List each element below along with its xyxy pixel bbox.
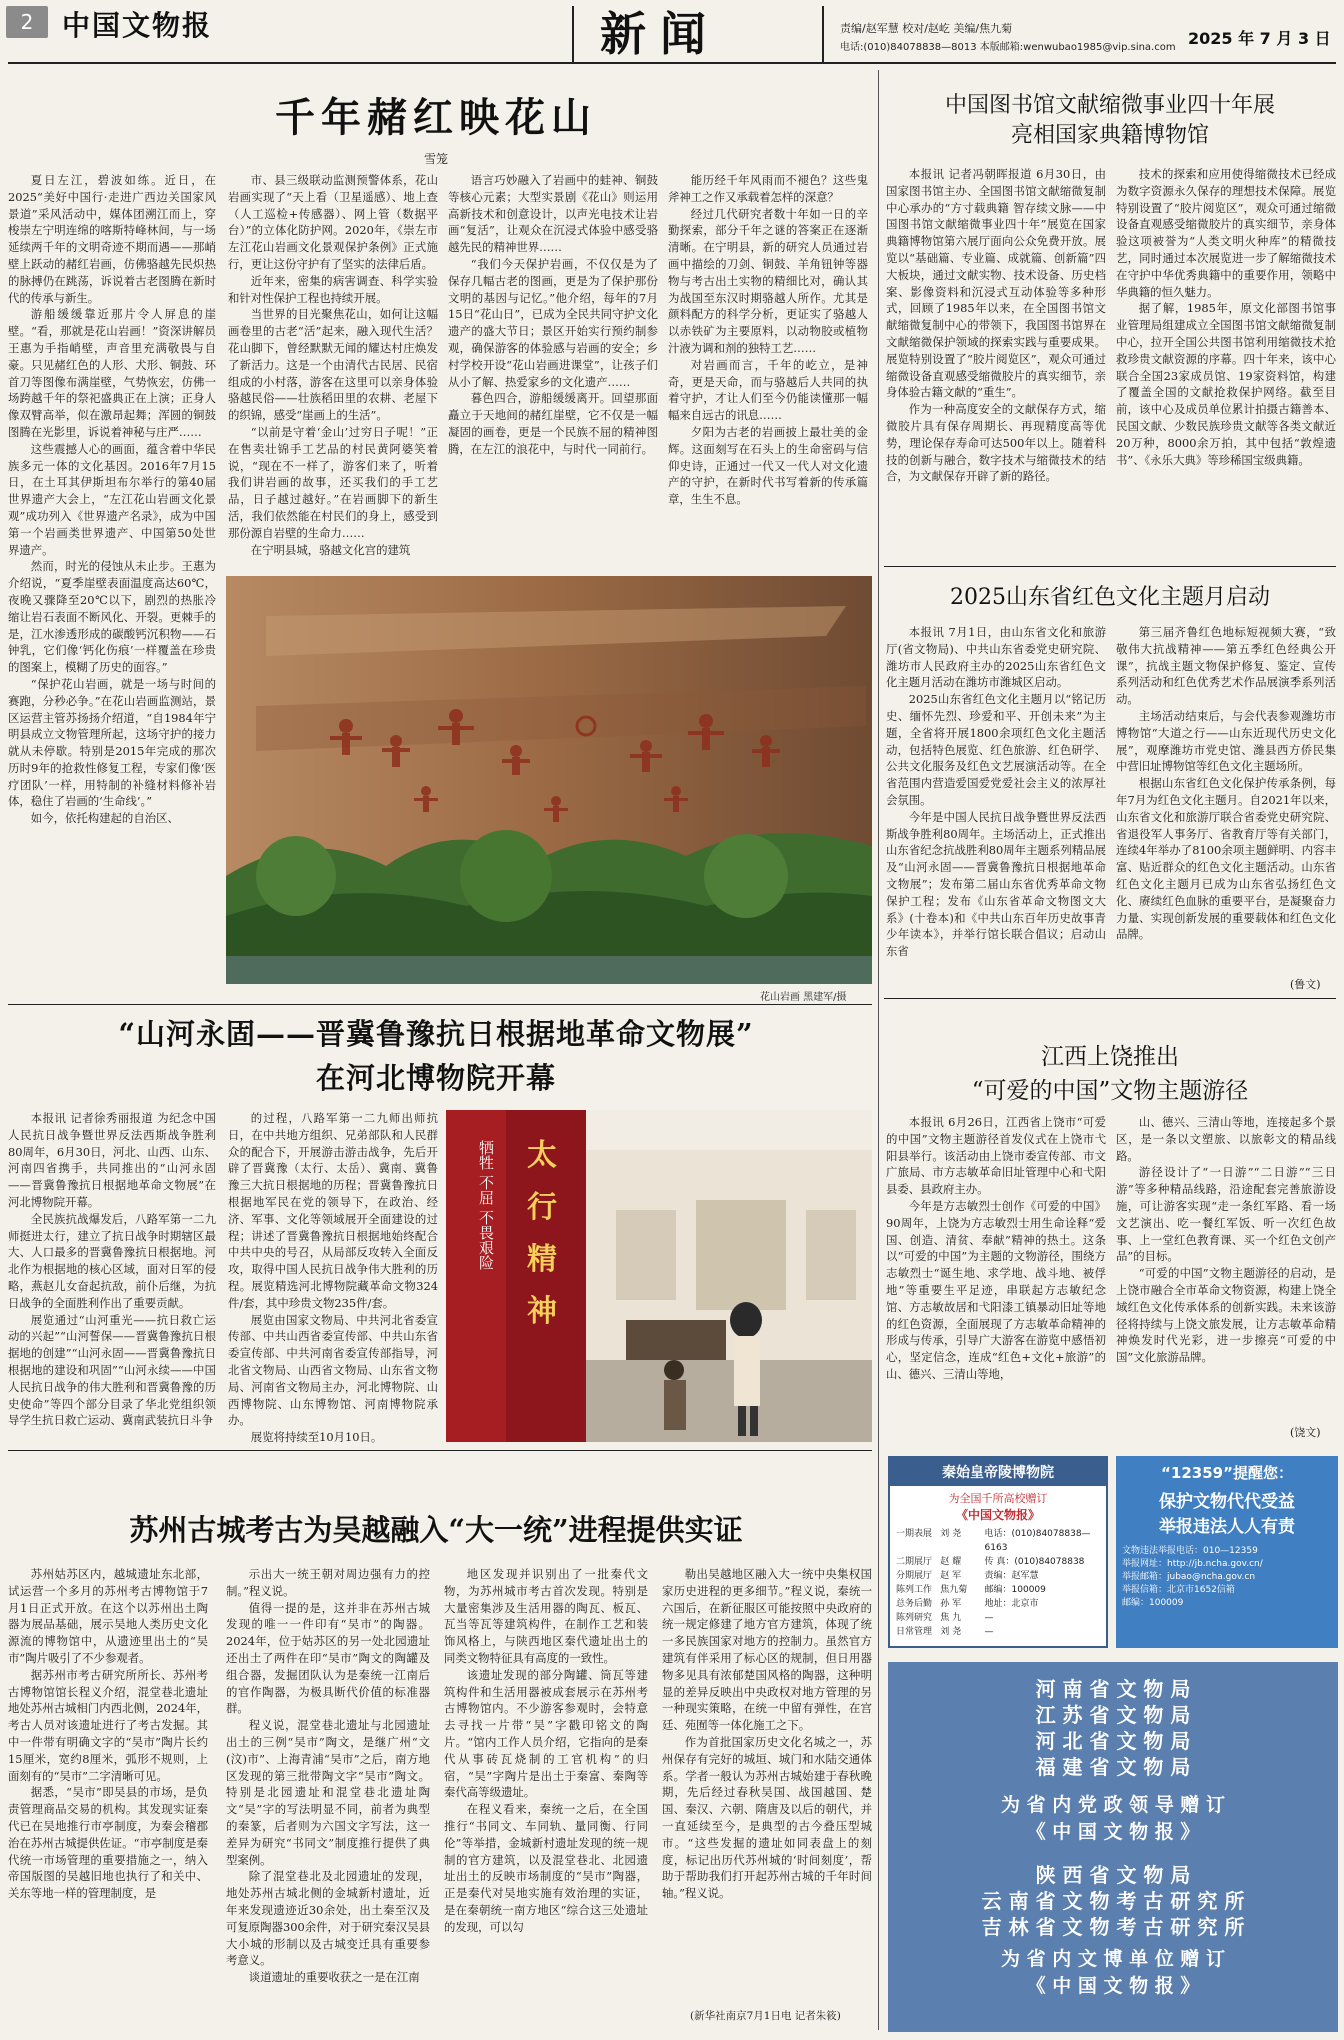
exhibit-sign-char: 精 (527, 1242, 557, 1277)
ad3-org: 云 南 省 文 物 考 古 研 究 所 (981, 1889, 1245, 1913)
ad1-cell: 焦九菊 (940, 1585, 968, 1595)
paragraph: “我们今天保护岩画，不仅仅是为了保存几幅古老的图画，更是为了保护那份文明的基因与记忆。”他介绍，每年的7月15日“花山日”，已成为全民共同守护文化遗产的盛大节日；景区开始实行预约制参观，确保游客的体验感与岩画的安全；乡村学校开设“花山岩画进课堂”，让孩子们从小了解、热爱家乡的文化遗产…… (448, 256, 658, 389)
ad1-cell: 二期展厅 (896, 1557, 933, 1567)
paragraph: “可爱的中国”文物主题游径的启动，是上饶市融合全市革命文物资源，构建上饶全域红色文化传承体系的创新实践。未来该游径将持续与上饶文旅发展，让方志敏革命精神焕发时代光彩，进一步擦亮“可爱的中国”文化旅游品牌。 (1116, 1266, 1336, 1365)
ad2-line2: 举报违法人人有责 (1159, 1517, 1295, 1537)
ad1-cell: 刘 尧 (940, 1529, 962, 1539)
ad2-line6: 举报信箱：北京市1652信箱 (1122, 1585, 1235, 1595)
article4-byline: (饶文) (1290, 1426, 1321, 1439)
article2-col2 (1116, 166, 1336, 546)
ad3-g1-sub1: 为 省 内 党 政 领 导 赠 订 (1001, 1794, 1225, 1816)
ad1-cell: 赵 耀 (940, 1557, 962, 1567)
ad1-sub: 为全国千所高校赠订 (948, 1492, 1048, 1505)
ad3-org: 河 南 省 文 物 局 (1035, 1677, 1191, 1701)
paragraph: 能历经千年风雨而不褪色？这些鬼斧神工之作又承载着怎样的深意？ (668, 173, 868, 204)
column-divider (878, 70, 879, 2030)
article4-title-line1: 江西上饶推出 (1041, 1044, 1179, 1070)
ad2-line7: 邮编：100009 (1122, 1598, 1184, 1608)
article3-col2 (1116, 624, 1336, 976)
ad1-rows (896, 1527, 1100, 1639)
exhibit-sign-char: 行 (527, 1190, 557, 1225)
paragraph: 在宁明县城，骆越文化宫的建筑 (250, 542, 411, 557)
issue-date: 2025 年 7 月 3 日 (1188, 29, 1331, 48)
paragraph: 暮色四合，游船缓缓离开。回望那面矗立于天地间的赭红崖壁，它不仅是一幅凝固的画卷，更是一个民族不屈的精神图腾，在左江的浪花中，与时代一同前行。 (448, 391, 658, 456)
paper-name-logo: 中国文物报 (62, 9, 213, 42)
ad2-line1: 保护文物代代受益 (1159, 1492, 1295, 1512)
masthead-rule (8, 62, 1336, 64)
exhibition-hall-photo (446, 1110, 872, 1442)
paragraph: 展览由国家文物局、中共河北省委宣传部、中共山西省委宣传部、中共山东省委宣传部、中共河南省委宣传部指导，河北省文物局、山西省文物局、山东省文物局、河南省文物局主办，河北博物院、山西博物院、山东博物馆、河南博物院承办。 (228, 1312, 438, 1428)
ad2-badge: “12359”提醒您： (1161, 1464, 1293, 1482)
paragraph: 今年是方志敏烈士创作《可爱的中国》90周年，上饶为方志敏烈士用生命诠释“爱国、创造、清贫、奉献”精神的热土。这条以“可爱的中国”为主题的文物游径，围绕方志敏烈士“诞生地、求学地、战斗地、被俘地”等重要生平足迹，串联起方志敏纪念馆、方志敏故居和弋阳漆工镇暴动旧址等地的红色资源，全面展现了方志敏革命精神的形成与传承，引导广大游客在游览中感悟初心，坚定信念，连成“红色+文化+旅游”的山、德兴、三清山等地， (886, 1198, 1106, 1381)
article6-col3 (444, 1566, 648, 2022)
paragraph: “以前是守着‘金山’过穷日子呢！”正在售卖壮锦手工艺品的村民黄阿婆笑着说，“现在不一样了，游客们来了，听着我们讲岩画的故事，还买我们的手工艺品，日子越过越好。”在岩画脚下的新生活，我们依然能在村民们的身上，感受到那份源自岩壁的生命力…… (228, 424, 438, 540)
paragraph: 今年是中国人民抗日战争暨世界反法西斯战争胜利80周年。主场活动上，正式推出山东省纪念抗战胜利80周年主题系列精品展及“山河永固——晋冀鲁豫抗日根据地革命文物展”；发布第二届山东省优秀革命文物保护工程；发布《山东省革命文物图文大系》(十卷本)和《中共山东百年历史故事青少年读本》，并举行馆长联合倡议；启动山东省 (886, 809, 1106, 959)
exhibit-sign-column (520, 1130, 564, 1338)
ad3-org: 陕 西 省 文 物 局 (1035, 1863, 1191, 1887)
paragraph: “保护花山岩画，就是一场与时间的赛跑，分秒必争。”在花山岩画监测站，景区运营主管苏扬扬介绍道，“自1984年宁明县成立文物管理所起，这场守护的接力就从未停歇。特别是2015年完成的那次历时9年的抢救性修复工程，专家们像‘医疗团队’一样，用特制的补缝材料修补岩体，稳住了岩画的‘生命线’。” (8, 676, 216, 809)
paragraph: 夏日左江，碧波如练。近日，在2025“美好中国行·走进广西边关国家风景道”采风活动中，媒体团溯江而上，穿梭崇左宁明连绵的喀斯特峰林间，与一场延续两千年的文明奇迹不期而遇——那峭壁上跃动的赭红岩画，仿佛骆越先民炽热的脉搏仍在跳荡，诉说着古老图腾在新时代的传承与新生。 (8, 173, 216, 305)
paragraph: 第三届齐鲁红色地标短视频大赛，“致敬伟大抗战精神——第五季红色经典公开课”，抗战主题文物保护修复、鉴定、宣传系列活动和红色优秀艺术作品展演季系列活动。 (1116, 625, 1336, 707)
paragraph: 作为一种高度安全的文献保存方式，缩微胶片具有保存周期长、再现精度高等优势，理论保存寿命可达500年以上。随着科技的创新与融合，数字技术与缩微技术的结合，为文献保存开辟了新的路径。 (886, 402, 1106, 484)
paragraph: 2025山东省红色文化主题月以“铭记历史、缅怀先烈、珍爱和平、开创未来”为主题，全省将开展1800余项红色文化主题活动，包括特色展览、红色旅游、红色研学、公共文化服务及红色文艺展演活动等。在全省范围内营造爱国爱党爱社会主义的浓厚社会氛围。 (886, 692, 1106, 807)
paragraph: 市、县三级联动监测预警体系，花山岩画实现了“天上看（卫星遥感）、地上查（人工巡检+传感器）、网上管（数据平台）”的立体化防护网。2020年，《崇左市左江花山岩画文化景观保护条例》正式施行，更让这份守护有了坚实的法律后盾。 (228, 173, 438, 271)
ad1-cell: 日常管理 (896, 1627, 933, 1637)
paragraph: 据了解，1985年，原文化部图书馆事业管理局组建成立全国图书馆文献缩微复制中心，拉开全国公共图书馆利用缩微技术抢救珍贵文献资源的序幕。四十年来，该中心联合全国23家成员馆、19家资料馆，构建了覆盖全国的文献抢救保护网络。截至目前，该中心及成员单位累计拍摄古籍善本、民国文献、少数民族珍贵文献等各类文献近20万种，8000余万拍，其中包括“敦煌遗书”、《永乐大典》等珍稀国宝级典籍。 (1116, 301, 1336, 467)
ad3-g2-sub1: 为 省 内 文 博 单 位 赠 订 (1001, 1948, 1225, 1970)
paragraph: 程义说，混堂巷北遗址与北园遗址出土的三例“吴市”陶文，是继广州“文(汶)市”、上海青浦“吴市”之后，南方地区发现的第三批带陶文字“吴市”陶文。特别是北园遗址和混堂巷北遗址陶文“吴”字的写法明显不同，前者为典型的秦篆，后者则为六国文字写法，这一差异为研究“书同文”制度推行提供了典型案例。 (226, 1718, 430, 1867)
paragraph: 谈道遗址的重要收获之一是在江南 (248, 1970, 420, 1985)
article5-title-line1: “山河永固——晋冀鲁豫抗日根据地革命文物展” (118, 1017, 754, 1051)
editors-line: 责编/赵军慧 校对/赵屹 美编/焦九菊 (840, 22, 1013, 35)
ad1-row (896, 1625, 1100, 1639)
paragraph: 本报讯 记者徐秀丽报道 为纪念中国人民抗日战争暨世界反法西斯战争胜利80周年，6月30日，河北、山西、山东、河南四省携手，共同推出的“山河永固——晋冀鲁豫抗日根据地革命文物展”在河北博物院开幕。 (8, 1111, 216, 1209)
ad3-org: 吉 林 省 文 物 考 古 研 究 所 (981, 1915, 1245, 1939)
paragraph: 如今，依托构建起的自治区、 (30, 811, 179, 826)
contact-line: 电话:(010)84078838—8013 本版邮箱:wenwubao1985@vip.sina.com (840, 42, 1176, 53)
ad3-g2-sub2: 《 中 国 文 物 报 》 (1026, 1975, 1200, 1997)
article2-bottom-rule (884, 566, 1336, 567)
paragraph: 在程义看来，秦统一之后，在全国推行“书同文、车同轨、量同衡、行同伦”等举措，金城新村遗址发现的统一规制的官方建筑，以及混堂巷北、北园遗址出土的反映市场制度的“吴市”陶器，正是秦代对吴地实施有效治理的实证，是在秦朝统一南方地区“综合这三处遗址的发现，可以勾 (444, 1802, 648, 1934)
article1-title: 千年赭红映花山 (275, 94, 597, 141)
article5-col1 (8, 1110, 216, 1444)
ad3-g1-sub2: 《 中 国 文 物 报 》 (1026, 1821, 1200, 1843)
paragraph: 对岩画而言，千年的屹立，是神奇，更是天命，而与骆越后人共同的执着守护，才让人们至今仍能读懂那一幅幅来自远古的讯息…… (668, 357, 868, 423)
paragraph: 本报讯 记者冯朝晖报道 6月30日，由国家图书馆主办、全国图书馆文献缩微复制中心承办的“方寸载典籍 智存续文脉——中国图书馆文献缩微事业四十年”展览在国家典籍博物馆第六展厅面向公众免费开放。展览以“基础篇、专业篇、成就篇、创新篇”四大板块，通过文献实物、技术设备、历史档案、影像资料和沉浸式互动体验等多种形式，回顾了1985年以来，在全国图书馆文献缩微复制中心的带领下，我国图书馆界在文献缩微保护领域的探索实践与重要成果。展览特别设置了“胶片阅览区”，观众可通过缩微设备直观感受缩微胶片的真实细节，亲身体验古籍文献的“重生”。 (886, 167, 1106, 400)
article2-col1 (886, 166, 1106, 546)
article5-col2 (228, 1110, 438, 1444)
article2-title-line1: 中国图书馆文献缩微事业四十年展 (944, 93, 1275, 118)
ad1-title: 秦始皇帝陵博物院 (890, 1458, 1106, 1486)
paragraph: 夕阳为古老的岩画披上最壮美的金辉。这面刻写在石头上的生命密码与信仰史诗，正通过一代又一代人对文化遗产的守护，在新时代书写着新的传承篇章，生生不息。 (668, 424, 868, 507)
exhibit-sign-char: 神 (527, 1294, 557, 1329)
page-number-badge: 2 (6, 6, 48, 38)
paragraph: 全民族抗战爆发后，八路军第一二九师挺进太行，建立了抗日战争时期辖区最大、人口最多的晋冀鲁豫抗日根据地。河北作为根据地的核心区域，面对日军的侵略，燕赵儿女奋起抗敌，前仆后继，为抗日战争的全面胜利作出了重要贡献。 (8, 1211, 216, 1310)
paragraph: 该遗址发现的部分陶罐、筒瓦等建筑构件和生活用器被成套展示在苏州考古博物馆内。不少游客参观时，会特意去寻找一片带“吴”字戳印铭文的陶片。“馆内工作人员介绍，它指向的是秦代从事砖瓦烧制的工官机构”的归宿，“吴”字陶片是出土于秦富、秦陶等秦代高等级遗址。 (444, 1667, 648, 1800)
article2-title-line2: 亮相国家典籍博物馆 (1010, 123, 1209, 148)
paragraph: 然而，时光的侵蚀从未止步。王惠为介绍说，“夏季崖壁表面温度高达60℃，夜晚又骤降至20℃以下，剧烈的热胀冷缩让岩石表面不断风化、开裂。更棘手的是，江水渗透形成的碳酸钙沉积物——石钟乳，它们像‘钙化伤痕’一样覆盖在珍贵的图案上，模糊了历史的面容。” (8, 559, 216, 675)
article6-col1 (8, 1566, 208, 2006)
ad3-org: 江 苏 省 文 物 局 (1035, 1703, 1191, 1727)
paragraph: 本报讯 6月26日，江西省上饶市“可爱的中国”文物主题游径首发仪式在上饶市弋阳县举行。该活动由上饶市委宣传部、市文广旅局、市方志敏革命旧址管理中心和弋阳县委、县政府主办。 (886, 1115, 1106, 1197)
paragraph: 语言巧妙融入了岩画中的蛙神、铜鼓等核心元素；大型实景剧《花山》则运用高新技术和创意设计，以声光电技术让岩画“复活”，让观众在沉浸式体验中感受骆越先民的精神世界…… (448, 173, 658, 255)
paragraph: 根据山东省红色文化保护传承条例，每年7月为红色文化主题月。自2021年以来，山东省文化和旅游厅联合省委党史研究院、省退役军人事务厅、省教育厅等有关部门，连续4年举办了8100余项主题鲜明、内容丰富、贴近群众的红色文化主题活动。山东省红色文化主题月已成为山东省弘扬红色文化、赓续红色血脉的重要平台，是凝聚奋力力量、实现创新发展的重要载体和红色文化品牌。 (1116, 776, 1336, 942)
paragraph: 近年来，密集的病害调查、科学实验和针对性保护工程也持续开展。 (228, 273, 438, 305)
ad1-cell: 一期表展 (896, 1529, 933, 1539)
ad1-cell: 电话：(010)84078838—6163 (984, 1529, 1091, 1553)
paragraph: 除了混堂巷北及北园遗址的发现，地处苏州古城北侧的金城新村遗址，近年来发现遗迹近30余处，出土秦至汉及可复原陶器300余件，对于研究秦汉吴县大小城的形制以及古城变迁具有重要参考意义。 (226, 1869, 430, 1968)
article1-col3 (448, 172, 658, 564)
ad1-row (896, 1583, 1100, 1597)
article1-col2 (228, 172, 438, 564)
exhibit-sign-char: 太 (527, 1138, 557, 1173)
paragraph: 苏州姑苏区内，越城遗址东北部，试运营一个多月的苏州考古博物馆于7月1日正式开放。在这个以苏州出土陶器为展品基础，展示吴地人类历史文化源流的博物馆中，从遗迹里出土的“吴市”陶片吸引了不少参观者。 (8, 1567, 208, 1665)
paragraph: 本报讯 7月1日，由山东省文化和旅游厅(省文物局)、中共山东省委党史研究院、潍坊市人民政府主办的2025山东省红色文化主题月活动在潍坊市潍城区启动。 (886, 625, 1106, 690)
ad1-row (896, 1527, 1100, 1555)
paragraph: 作为首批国家历史文化名城之一，苏州保存有完好的城垣、城门和水陆交通体系。学者一般认为苏州古城始建于春秋晚期，先后经过春秋吴国、战国越国、楚国、秦汉、六朝、隋唐及以后的朝代，并一直延续至今，是典型的古今叠压型城市。“这些发掘的遗址如同表盘上的刻度，标记出历代苏州城的‘时间刻度’，帮助于帮助我们打开起苏州古城的千年时间轴。”程义说。 (662, 1734, 872, 1901)
paragraph: 这些震撼人心的画面，蕴含着中华民族多元一体的文化基因。2016年7月15日，在土耳其伊斯坦布尔举行的第40届世界遗产大会上，“左江花山岩画文化景观”成功列入《世界遗产名录》，成为中国第一个岩画类世界遗产、中国第50处世界遗产。 (8, 441, 216, 557)
ad-12359-hotline (1116, 1456, 1338, 1648)
article4-col2 (1116, 1114, 1336, 1422)
article5-bottom-rule (8, 1450, 872, 1451)
article1-author: 雪笼 (423, 152, 448, 166)
ad1-sub2: 《中国文物报》 (955, 1508, 1040, 1522)
article1-bottom-rule (8, 1004, 872, 1005)
huashan-rock-painting-photo (226, 576, 872, 984)
article1-col4 (668, 172, 868, 564)
article5-title-line2: 在河北博物院开幕 (315, 1061, 556, 1095)
article3-title: 2025山东省红色文化主题月启动 (950, 585, 1270, 610)
exhibit-slogans (456, 1140, 496, 1270)
section-bracket (572, 6, 574, 64)
ad1-cell: 传 真：(010)84078838 (984, 1557, 1085, 1567)
paragraph: 示出大一统王朝对周边强有力的控制。”程义说。 (226, 1567, 430, 1598)
paragraph: 山、德兴、三清山等地，连接起多个景区，是一条以文塑旅、以旅彰文的精品线路。 (1116, 1115, 1336, 1163)
article4-title-line2: “可爱的中国”文物主题游径 (971, 1078, 1249, 1104)
article4-col1 (886, 1114, 1106, 1422)
ad-qinshihuang-museum (888, 1456, 1108, 1648)
paragraph: 游径设计了“一日游”“二日游”“三日游”等多种精品线路，沿途配套完善旅游设施，可让游客实现“走一条红军路、看一场文艺演出、吃一餐红军饭、听一次红色故事、上一堂红色教育课、买一个红色文创产品”的目标。 (1116, 1165, 1336, 1264)
section-title: 新闻 (600, 7, 720, 61)
ad3-org: 河 北 省 文 物 局 (1035, 1729, 1191, 1753)
ad1-cell: 刘 尧 (940, 1627, 962, 1637)
article6-col2 (226, 1566, 430, 2022)
paragraph: 地区发现并识别出了一批秦代文物，为苏州城市考古首次发现。特别是大量密集涉及生活用器的陶瓦、板瓦、瓦当等瓦等建筑构件，在制作工艺和装饰风格上，与陕西地区秦代遗址出土的同类文物特征具有高度的一致性。 (444, 1567, 648, 1665)
paragraph: 据苏州市考古研究所所长、苏州考古博物馆馆长程义介绍，混堂巷北遗址地处苏州古城相门内西北侧，2024年，考古人员对该遗址进行了考古发掘。其中一件带有明确文字的“吴市”陶片长约15厘米，宽约8厘米，弧形不规则，上面刻有的“吴市”二字清晰可见。 (8, 1667, 208, 1783)
exhibit-slogan: 不屈 (477, 1174, 495, 1205)
ad1-row (896, 1597, 1100, 1611)
paragraph: 当世界的目光聚焦花山，如何让这幅画卷里的古老“活”起来，融入现代生活？花山脚下，曾经默默无闻的耀达村庄焕发了新活力。这是一个由清代古民居、民宿组成的小村落，游客在这里可以亲身体验骆越民俗——壮族稻田里的农耕、老屋下的织锦，感受“崖画上的生活”。 (228, 307, 438, 423)
paragraph: 主场活动结束后，与会代表参观潍坊市博物馆“大道之行——山东近现代历史文化展”，观摩潍坊市党史馆、潍县西方侨民集中营旧址博物馆等红色文化主题场所。 (1116, 708, 1336, 774)
exhibit-slogan: 牺牲 (477, 1140, 495, 1170)
ad1-cell: 总务后勤 (896, 1599, 933, 1609)
article3-col1 (886, 624, 1106, 976)
ad1-cell: 孙 军 (940, 1599, 962, 1609)
paragraph: 值得一提的是，这并非在苏州古城发现的唯一一件印有“吴市”的陶器。2024年，位于姑苏区的另一处北园遗址还出土了两件在印“吴市”陶文的陶罐及组合器，发掘团队认为是秦统一江南后的官作陶器，为极具断代价值的标准器群。 (226, 1600, 430, 1716)
exhibit-slogan: 不畏艰险 (477, 1209, 495, 1270)
ad1-cell: — (984, 1627, 994, 1637)
ad1-row (896, 1611, 1100, 1625)
paragraph: 的过程，八路军第一二九师出师抗日，在中共地方组织、兄弟部队和人民群众的配合下，开展游击游击战争，先后开辟了晋冀豫（太行、太岳）、冀南、冀鲁豫三大抗日根据地的历程；晋冀鲁豫抗日根据地军民在党的领导下，在政治、经济、军事、文化等领域展开全面建设的过程；讲述了晋冀鲁豫抗日根据地始终配合中共中央的号召，从局部反攻转入全面反攻，取得中国人民抗日战争伟大胜利的历程。展览精选河北博物院藏革命文物324件/套，其中珍贵文物235件/套。 (228, 1111, 438, 1310)
ad1-row (896, 1555, 1100, 1569)
ad1-cell: 邮编：100009 (984, 1585, 1046, 1595)
article6-title: 苏州古城考古为吴越融入“大一统”进程提供实证 (129, 1513, 743, 1547)
ad1-cell: 责编：赵军慧 (984, 1571, 1039, 1581)
paragraph: 技术的探索和应用使得缩微技术已经成为数字资源永久保存的理想技术保障。展览特别设置了“胶片阅览区”，观众可通过缩微设备直观感受缩微胶片的真实细节，亲身体验这项被誉为“人类文明火种库”的精微技艺，同时通过本次展览进一步了解缩微技术在守护中华优秀典籍中的重要作用，领略中华典籍的恒久魅力。 (1116, 167, 1336, 299)
ad1-cell: 分期展厅 (896, 1571, 933, 1581)
ad2-line5: 举报邮箱：jubao@ncha.gov.cn (1122, 1572, 1256, 1582)
photo-caption: 花山岩画 黑建军/摄 (760, 992, 847, 1003)
ad-provincial-subscription (888, 1662, 1338, 2032)
ad1-cell: 赵 军 (940, 1571, 962, 1581)
paragraph: 经过几代研究者数十年如一日的辛勤探索，部分千年之谜的答案正在逐渐清晰。在宁明县，新的研究人员通过岩画中描绘的刀剑、铜鼓、羊角钮钟等器物与考古出土实物的精细比对，确认其为战国至东汉时期骆越人所作。尤其是颜料配方的科学分析，更证实了骆越人以赤铁矿为主要原料，以动物胶或植物汁液为调和剂的独特工艺…… (668, 206, 868, 355)
article3-bottom-rule (884, 998, 1336, 999)
ad1-cell: 焦 九 (940, 1613, 962, 1623)
ad1-cell: — (984, 1613, 994, 1623)
ad1-cell: 地址：北京市 (984, 1599, 1039, 1609)
ad3-org: 福 建 省 文 物 局 (1035, 1755, 1191, 1779)
ad1-row (896, 1569, 1100, 1583)
ad2-line3: 文物违法举报电话：010—12359 (1122, 1546, 1258, 1556)
article6-col4 (662, 1566, 872, 2004)
paragraph: 展览将持续至10月10日。 (250, 1430, 383, 1444)
ad2-line4: 举报网址：http://jb.ncha.gov.cn/ (1122, 1559, 1263, 1569)
paragraph: 据悉，“吴市”即吴县的市场，是负责管理商品交易的机构。其发现实证秦代已在吴地推行市亭制度，为秦会稽郡治在苏州古城提供佐证。“市亭制度是秦代统一市场管理的重要措施之一，纳入帝国版图的吴越旧地也执行了和关中、关东等地一样的管理制度，是 (8, 1785, 208, 1901)
article3-byline: (鲁文) (1290, 978, 1321, 991)
ad1-cell: 陈列工作 (896, 1585, 933, 1595)
paragraph: 勒出吴越地区融入大一统中央集权国家历史进程的更多细节。”程义说，秦统一六国后，在新征服区可能按照中央政府的统一规定修建了地方官方建筑，体现了统一多民族国家对地方的控制力。虽然官方建筑有伴采用了标心区的规制，但日用器物多见具有浓郁楚国风格的陶器，这种明显的差异反映出中央政权对地方管理的另一种现实策略，在统一中留有弹性，在宫廷、苑囿等一体化施工之下。 (662, 1567, 872, 1733)
paragraph: 游船缓缓靠近那片令人屏息的崖壁。“看，那就是花山岩画！”资深讲解员王惠为手指峭壁，声音里充满敬畏与自豪。只见赭红色的人形、犬形、铜鼓、环首刀等图像布满崖壁，气势恢宏，仿佛一场跨越千年的祭祀盛典正在上演；正身人像双臂高举，似在激昂起舞；浑圆的铜鼓图腾在光影里，诉说着神秘与庄严…… (8, 307, 216, 439)
paragraph: 展览通过“山河重光——抗日救亡运动的兴起”“山河誓保——晋冀鲁豫抗日根据地的创建”“山河永固——晋冀鲁豫抗日根据地的建设和巩固”“山河永续——中国人民抗日战争的伟大胜利和晋冀鲁豫的历史使命”等四个部分目录了华北党组织领导学生抗日救亡运动、冀南武装抗日斗争 (8, 1312, 216, 1428)
article6-byline: (新华社南京7月1日电 记者朱筱) (690, 2010, 841, 2022)
section-bracket-right (822, 6, 824, 64)
ad1-cell: 陈列研究 (896, 1613, 933, 1623)
